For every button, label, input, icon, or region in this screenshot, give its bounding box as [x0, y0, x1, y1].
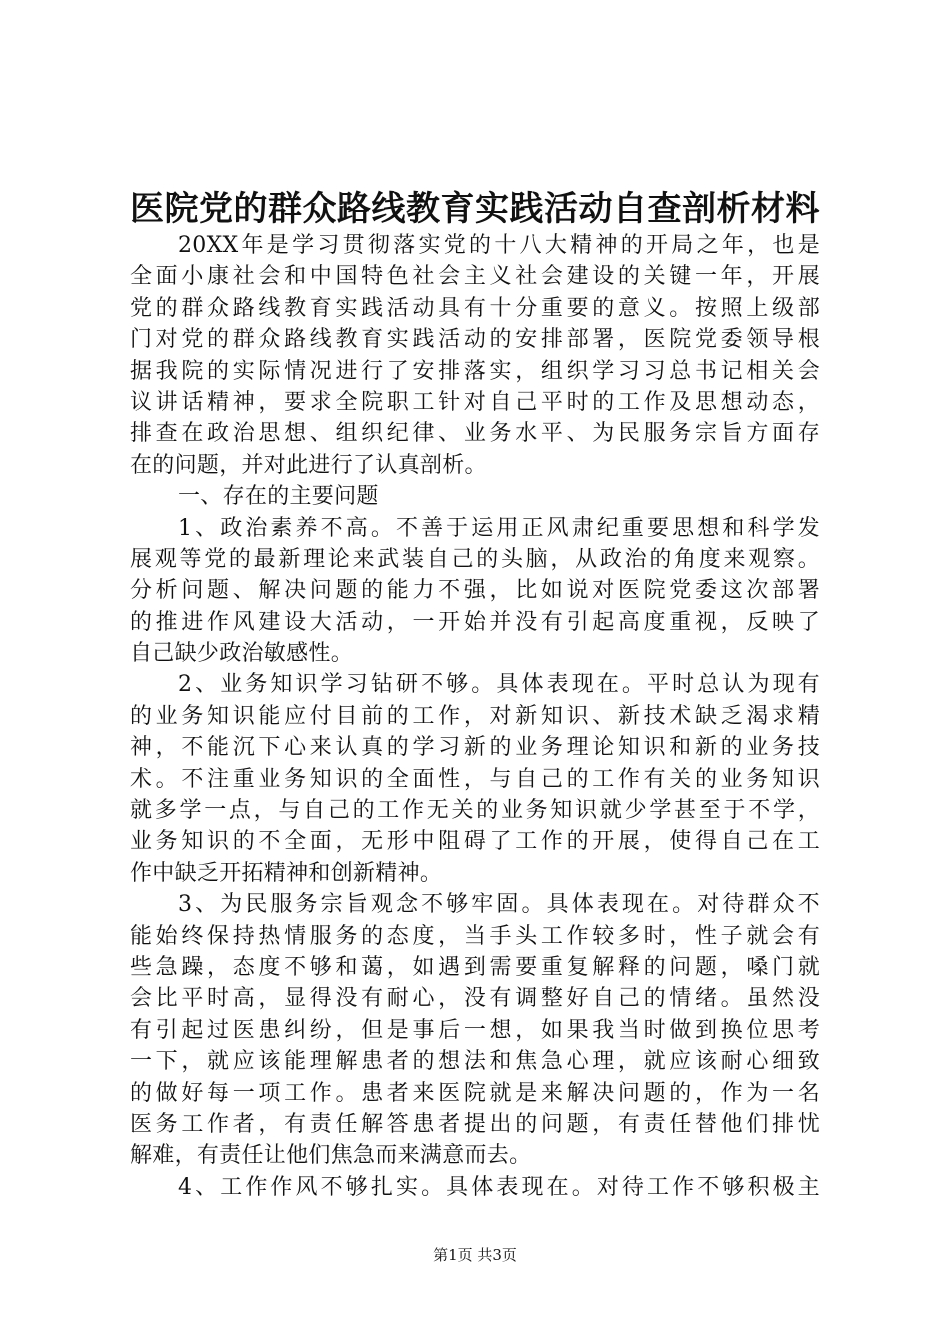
document-title: 医院党的群众路线教育实践活动自查剖析材料	[130, 189, 820, 229]
paragraph-line: 门对党的群众路线教育实践活动的安排部署，医院党委领导根	[130, 327, 820, 353]
paragraph-line: 的做好每一项工作。患者来医院就是来解决问题的，作为一名	[130, 1080, 820, 1106]
paragraph-line: 自己缺少政治敏感性。	[130, 641, 354, 667]
paragraph-line: 神，不能沉下心来认真的学习新的业务理论知识和新的业务技	[130, 735, 820, 761]
paragraph-line: 分析问题、解决问题的能力不强，比如说对医院党委这次部署	[130, 578, 820, 604]
paragraph-line: 的业务知识能应付目前的工作，对新知识、新技术缺乏渴求精	[130, 703, 820, 729]
paragraph-line: 全面小康社会和中国特色社会主义社会建设的关键一年，开展	[130, 264, 820, 290]
paragraph-line: 党的群众路线教育实践活动具有十分重要的意义。按照上级部	[130, 295, 820, 321]
paragraph-line: 作中缺乏开拓精神和创新精神。	[130, 860, 443, 886]
paragraph-line: 议讲话精神，要求全院职工针对自己平时的工作及思想动态，	[130, 389, 820, 415]
paragraph-line: 些急躁，态度不够和蔼，如遇到需要重复解释的问题，嗓门就	[130, 954, 820, 980]
paragraph-line: 20XX年是学习贯彻落实党的十八大精神的开局之年，也是	[178, 233, 820, 258]
paragraph-line: 据我院的实际情况进行了安排落实，组织学习习总书记相关会	[130, 358, 820, 384]
section-heading: 一、存在的主要问题	[178, 484, 379, 510]
paragraph-line: 就多学一点，与自己的工作无关的业务知识就少学甚至于不学，	[130, 798, 820, 824]
page-number-footer: 第1页 共3页	[433, 1246, 517, 1264]
paragraph-line: 能始终保持热情服务的态度，当手头工作较多时，性子就会有	[130, 923, 820, 949]
paragraph-line: 会比平时高，显得没有耐心，没有调整好自己的情绪。虽然没	[130, 986, 820, 1012]
paragraph-line: 3、为民服务宗旨观念不够牢固。具体表现在。对待群众不	[178, 892, 820, 918]
paragraph-line: 解难，有责任让他们焦急而来满意而去。	[130, 1143, 532, 1169]
paragraph-line: 展观等党的最新理论来武装自己的头脑，从政治的角度来观察。	[130, 546, 820, 572]
paragraph-line: 一下，就应该能理解患者的想法和焦急心理，就应该耐心细致	[130, 1049, 820, 1075]
paragraph-line: 在的问题，并对此进行了认真剖析。	[130, 452, 487, 478]
paragraph-line: 术。不注重业务知识的全面性，与自己的工作有关的业务知识	[130, 766, 820, 792]
paragraph-line: 医务工作者，有责任解答患者提出的问题，有责任替他们排忧	[130, 1111, 820, 1137]
paragraph-line: 有引起过医患纠纷，但是事后一想，如果我当时做到换位思考	[130, 1017, 820, 1043]
paragraph-line: 2、业务知识学习钻研不够。具体表现在。平时总认为现有	[178, 672, 820, 698]
document-body	[130, 230, 820, 1203]
paragraph-line: 排查在政治思想、组织纪律、业务水平、为民服务宗旨方面存	[130, 421, 820, 447]
paragraph-line: 4、工作作风不够扎实。具体表现在。对待工作不够积极主	[178, 1174, 820, 1200]
paragraph-line: 1、政治素养不高。不善于运用正风肃纪重要思想和科学发	[178, 515, 820, 541]
paragraph-line: 的推进作风建设大活动，一开始并没有引起高度重视，反映了	[130, 609, 820, 635]
paragraph-line: 业务知识的不全面，无形中阻碍了工作的开展，使得自己在工	[130, 829, 820, 855]
